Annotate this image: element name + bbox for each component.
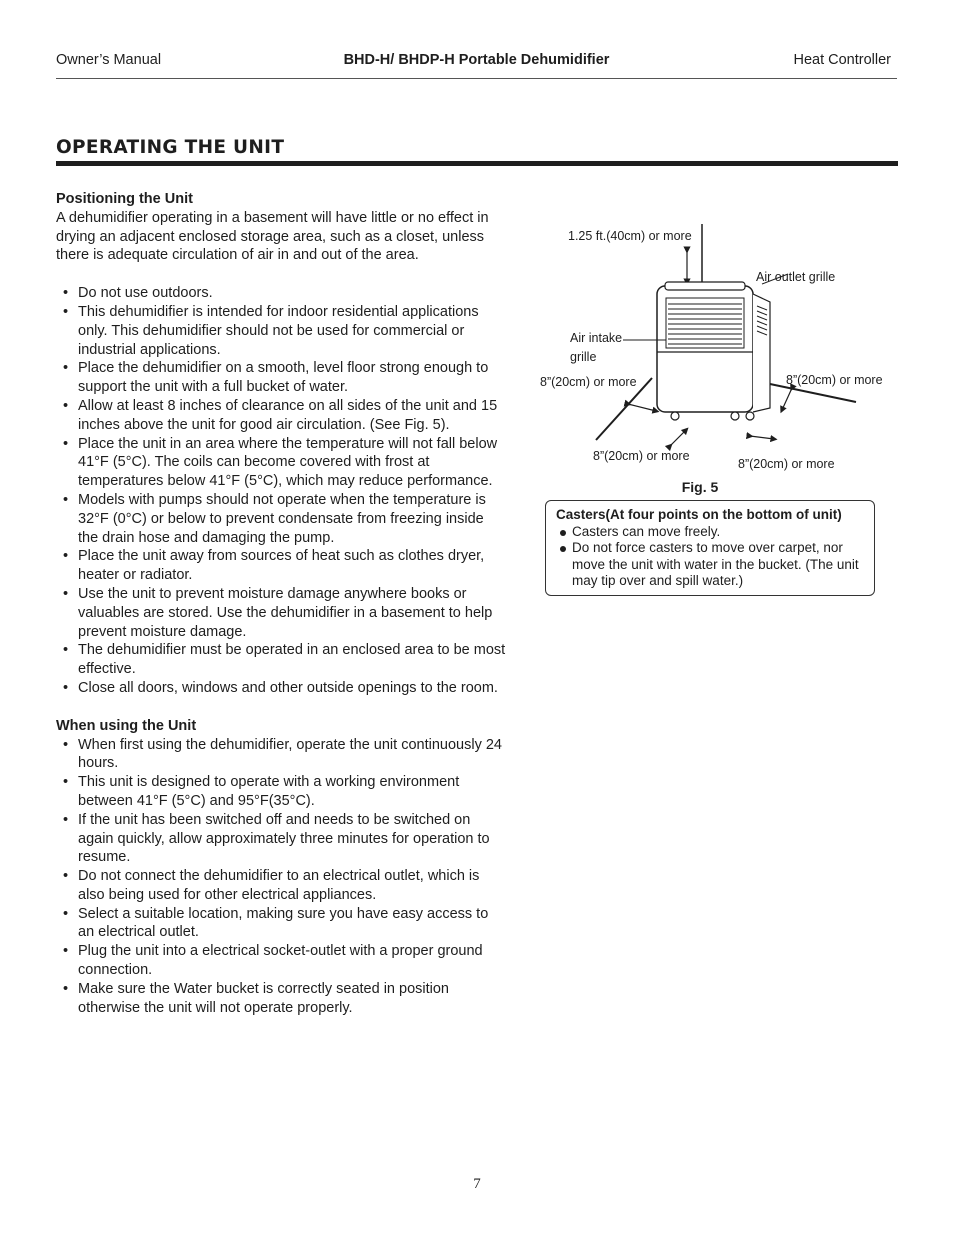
- top-clearance-label: 1.25 ft.(40cm) or more: [568, 229, 692, 243]
- casters-note-box: [545, 500, 875, 596]
- list-item: • This dehumidifier is intended for indoor residential applications only. This dehumidifier should not be used for commercial or industrial applications.: [56, 303, 506, 359]
- figure-caption: Fig. 5: [681, 479, 719, 495]
- list-item: • Place the dehumidifier on a smooth, level floor strong enough to support the unit with a full bucket of water.: [56, 359, 506, 397]
- list-item: • Place the unit in an area where the temperature will not fall below 41°F (5°C). The coils can become covered with frost at temperatures below 41°F (5°C), which may reduce performance.: [56, 435, 506, 491]
- page-header: [56, 52, 897, 79]
- caster: [671, 412, 679, 420]
- right-clearance-arrow: [782, 388, 792, 410]
- spacer: [56, 698, 506, 717]
- list-item: • Do not connect the dehumidifier to an electrical outlet, which is also being used for other electrical appliances.: [56, 867, 506, 905]
- list-item: • Select a suitable location, making sure you have easy access to an electrical outlet.: [56, 905, 506, 943]
- list-item: • Use the unit to prevent moisture damage anywhere books or valuables are stored. Use the dehumidifier in a basement to help prevent moisture damage.: [56, 585, 506, 641]
- section-title: OPERATING THE UNIT: [56, 137, 285, 158]
- caster: [746, 412, 754, 420]
- left-clearance-label: 8”(20cm) or more: [540, 375, 637, 389]
- air-intake-label-line2: grille: [570, 350, 597, 364]
- page-number: 7: [473, 1176, 481, 1192]
- clearance-figure: [530, 218, 890, 478]
- front-clearance-arrow: [670, 430, 686, 446]
- list-item: • Close all doors, windows and other outside openings to the room.: [56, 679, 506, 698]
- spacer: [56, 265, 506, 284]
- air-outlet-label: Air outlet grille: [756, 270, 836, 284]
- using-heading: When using the Unit: [56, 717, 197, 734]
- list-item: Do not force casters to move over carpet, nor move the unit with water in the bucket. (The unit may tip over and spill water.): [556, 540, 864, 590]
- list-item: • If the unit has been switched off and needs to be switched on again quickly, allow approximately three minutes for operation to resume.: [56, 811, 506, 867]
- list-item: • When first using the dehumidifier, operate the unit continuously 24 hours.: [56, 736, 506, 774]
- casters-note-title: Casters(At four points on the bottom of unit): [556, 507, 842, 522]
- list-item: • Place the unit away from sources of heat such as clothes dryer, heater or radiator.: [56, 547, 506, 585]
- header-manual-label: Owner’s Manual: [56, 52, 162, 68]
- front-clearance-label: 8”(20cm) or more: [593, 449, 690, 463]
- list-item: • Plug the unit into a electrical socket-outlet with a proper ground connection.: [56, 942, 506, 980]
- using-list: [56, 736, 506, 1018]
- right-clearance-label: 8”(20cm) or more: [786, 373, 883, 387]
- positioning-intro: A dehumidifier operating in a basement will have little or no effect in drying an adjacent enclosed storage area, such as a closet, unless there is adequate circulation of air in and out of the area.: [56, 209, 489, 264]
- list-item: • The dehumidifier must be operated in an enclosed area to be most effective.: [56, 641, 506, 679]
- side-clearance-arrow: [750, 436, 774, 439]
- list-item: • Models with pumps should not operate when the temperature is 32°F (0°C) or below to prevent condensate from freezing inside the drain hose and damaging the pump.: [56, 491, 506, 547]
- casters-note-list: [556, 524, 864, 590]
- list-item: • Make sure the Water bucket is correctly seated in position otherwise the unit will not operate properly.: [56, 980, 506, 1018]
- air-intake-label-line1: Air intake: [570, 331, 623, 345]
- list-item: Casters can move freely.: [556, 524, 864, 541]
- left-clearance-arrow: [628, 404, 656, 411]
- main-text-column: [56, 190, 506, 1017]
- list-item: • This unit is designed to operate with a working environment between 41°F (5°C) and 95°F(35°C).: [56, 773, 506, 811]
- list-item: • Do not use outdoors.: [56, 284, 506, 303]
- unit-body: [657, 286, 753, 412]
- header-brand: Heat Controller: [793, 52, 891, 68]
- positioning-heading: Positioning the Unit: [56, 191, 193, 207]
- positioning-list: [56, 284, 506, 698]
- side-clearance-label: 8”(20cm) or more: [738, 457, 835, 471]
- list-item: • Allow at least 8 inches of clearance on all sides of the unit and 15 inches above the unit for good air circulation. (See Fig. 5).: [56, 397, 506, 435]
- title-rule: [56, 161, 898, 166]
- dehumidifier-clearance-diagram: [530, 218, 890, 478]
- unit-side-panel: [753, 294, 770, 412]
- unit-top: [665, 282, 745, 290]
- caster: [731, 412, 739, 420]
- header-product-title: BHD-H/ BHDP-H Portable Dehumidifier: [343, 52, 610, 68]
